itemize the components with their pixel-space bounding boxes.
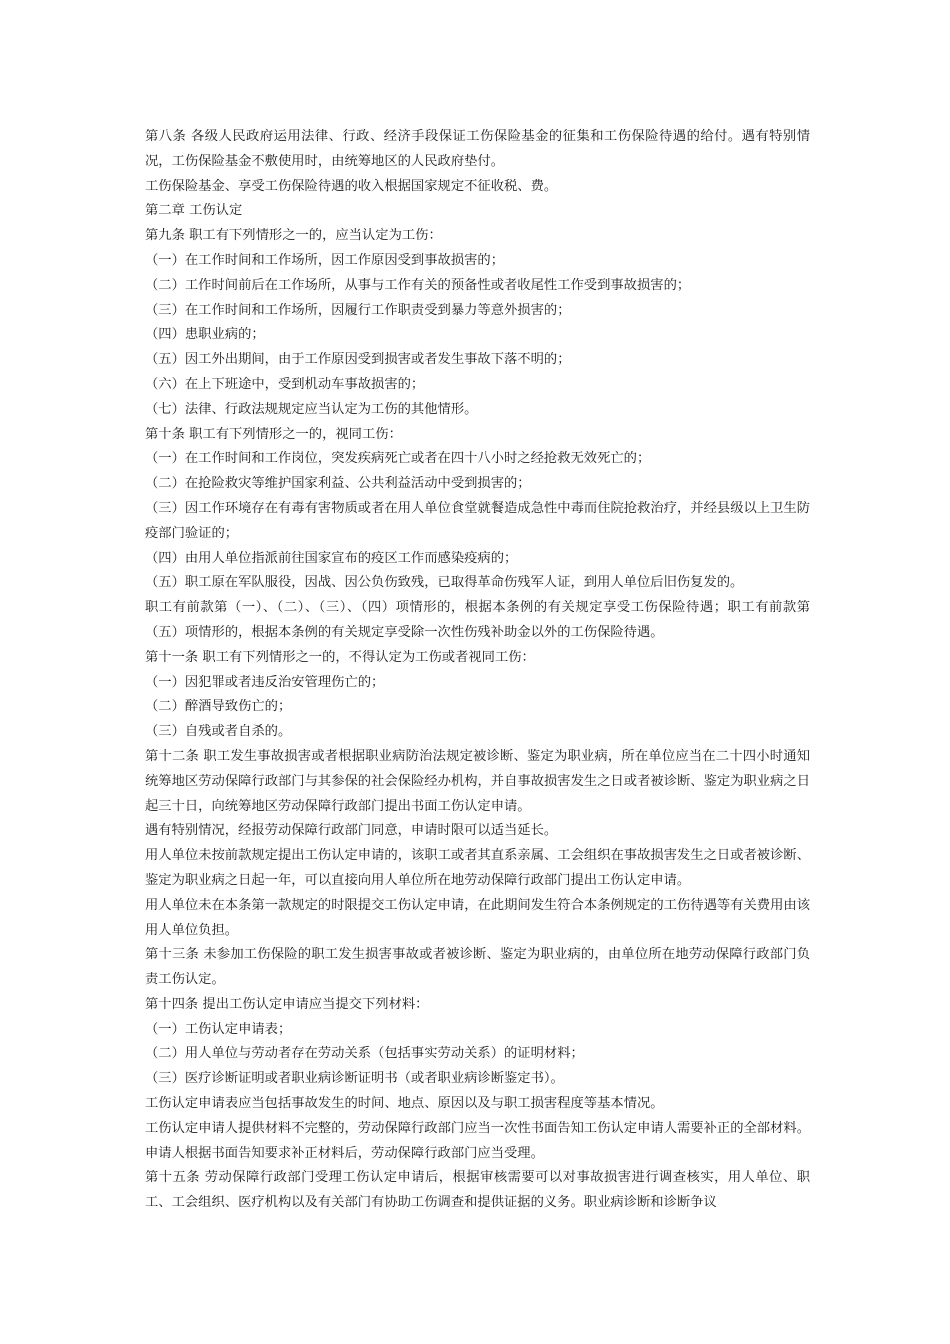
article-9-item-3: （三）在工作时间和工作场所，因履行工作职责受到暴力等意外损害的； xyxy=(145,302,571,318)
article-14-paragraph: 第十四条 提出工伤认定申请应当提交下列材料： xyxy=(145,996,429,1012)
article-10-paragraph: 第十条 职工有下列情形之一的，视同工伤： xyxy=(145,426,402,442)
article-10-item-4: （四）由用人单位指派前往国家宣布的疫区工作而感染疫病的； xyxy=(145,550,518,566)
article-15-paragraph: 第十五条 劳动保障行政部门受理工伤认定申请后，根据审核需要可以对事故损害进行调查核实，用人单位、职工、工会组织、医疗机构以及有关部门有协助工伤调查和提供证据的义务。职业病诊断和诊断争议 xyxy=(145,1170,810,1211)
article-9-paragraph: 第九条 职工有下列情形之一的，应当认定为工伤： xyxy=(145,228,442,244)
article-11-item-1: （一）因犯罪或者违反治安管理伤亡的； xyxy=(145,674,385,690)
article-13-paragraph: 第十三条 未参加工伤保险的职工发生损害事故或者被诊断、鉴定为职业病的，由单位所在地劳动保障行政部门负责工伤认定。 xyxy=(145,947,810,988)
article-10-benefits-paragraph: 职工有前款第（一）、（二）、（三）、（四）项情形的，根据本条例的有关规定享受工伤保险待遇；职工有前款第（五）项情形的，根据本条例的有关规定享受除一次性伤残补助金以外的工伤保险待遇。 xyxy=(145,600,810,640)
article-14-item-1: （一）工伤认定申请表； xyxy=(145,1021,292,1037)
article-11-item-3: （三）自残或者自杀的。 xyxy=(145,724,292,740)
article-9-item-1: （一）在工作时间和工作场所，因工作原因受到事故损害的； xyxy=(145,252,505,268)
article-14-item-2: （二）用人单位与劳动者存在劳动关系（包括事实劳动关系）的证明材料； xyxy=(145,1046,584,1062)
chapter-2-heading: 第二章 工伤认定 xyxy=(145,203,243,219)
article-10-item-2: （二）在抢险救灾等维护国家利益、公共利益活动中受到损害的； xyxy=(145,476,531,492)
article-9-item-7: （七）法律、行政法规规定应当认定为工伤的其他情形。 xyxy=(145,401,478,417)
article-10-item-1: （一）在工作时间和工作岗位，突发疾病死亡或者在四十八小时之经抢救无效死亡的； xyxy=(145,451,651,467)
document-body xyxy=(145,125,810,1216)
article-11-item-2: （二）醉酒导致伤亡的； xyxy=(145,699,292,715)
article-11-paragraph: 第十一条 职工有下列情形之一的，不得认定为工伤或者视同工伤： xyxy=(145,649,535,665)
article-9-item-5: （五）因工外出期间，由于工作原因受到损害或者发生事故下落不明的； xyxy=(145,352,571,368)
article-14-form-content-paragraph: 工伤认定申请表应当包括事故发生的时间、地点、原因以及与职工损害程度等基本情况。 xyxy=(145,1096,664,1112)
article-8-tax-paragraph: 工伤保险基金、享受工伤保险待遇的收入根据国家规定不征收税、费。 xyxy=(145,178,558,194)
article-9-item-6: （六）在上下班途中，受到机动车事故损害的； xyxy=(145,376,425,392)
article-10-item-5: （五）职工原在军队服役，因战、因公负伤致残，已取得革命伤残军人证，到用人单位后旧伤复发的。 xyxy=(145,575,744,591)
article-10-item-3: （三）因工作环境存在有毒有害物质或者在用人单位食堂就餐造成急性中毒而住院抢救治疗，并经县级以上卫生防疫部门验证的； xyxy=(145,500,810,541)
article-14-incomplete-materials-paragraph: 工伤认定申请人提供材料不完整的，劳动保障行政部门应当一次性书面告知工伤认定申请人需要补正的全部材料。申请人根据书面告知要求补正材料后，劳动保障行政部门应当受理。 xyxy=(145,1120,810,1161)
article-12-employee-application-paragraph: 用人单位未按前款规定提出工伤认定申请的，该职工或者其直系亲属、工会组织在事故损害发生之日或者被诊断、鉴定为职业病之日起一年，可以直接向用人单位所在地劳动保障行政部门提出工伤认定申请。 xyxy=(145,848,810,888)
article-12-extension-paragraph: 遇有特别情况，经报劳动保障行政部门同意，申请时限可以适当延长。 xyxy=(145,823,558,839)
article-12-paragraph: 第十二条 职工发生事故损害或者根据职业病防治法规定被诊断、鉴定为职业病，所在单位应当在二十四小时通知统筹地区劳动保障行政部门与其参保的社会保险经办机构，并自事故损害发生之日或者被诊断、鉴定为职业病之日起三十日，向统筹地区劳动保障行政部门提出书面工伤认定申请。 xyxy=(145,748,810,814)
article-8-paragraph: 第八条 各级人民政府运用法律、行政、经济手段保证工伤保险基金的征集和工伤保险待遇的给付。遇有特别情况，工伤保险基金不敷使用时，由统筹地区的人民政府垫付。 xyxy=(145,129,810,169)
article-12-cost-paragraph: 用人单位未在本条第一款规定的时限提交工伤认定申请，在此期间发生符合本条例规定的工伤待遇等有关费用由该用人单位负担。 xyxy=(145,897,810,938)
article-14-item-3: （三）医疗诊断证明或者职业病诊断证明书（或者职业病诊断鉴定书）。 xyxy=(145,1071,564,1087)
article-9-item-4: （四）患职业病的； xyxy=(145,327,265,343)
article-9-item-2: （二）工作时间前后在工作场所，从事与工作有关的预备性或者收尾性工作受到事故损害的； xyxy=(145,277,691,293)
